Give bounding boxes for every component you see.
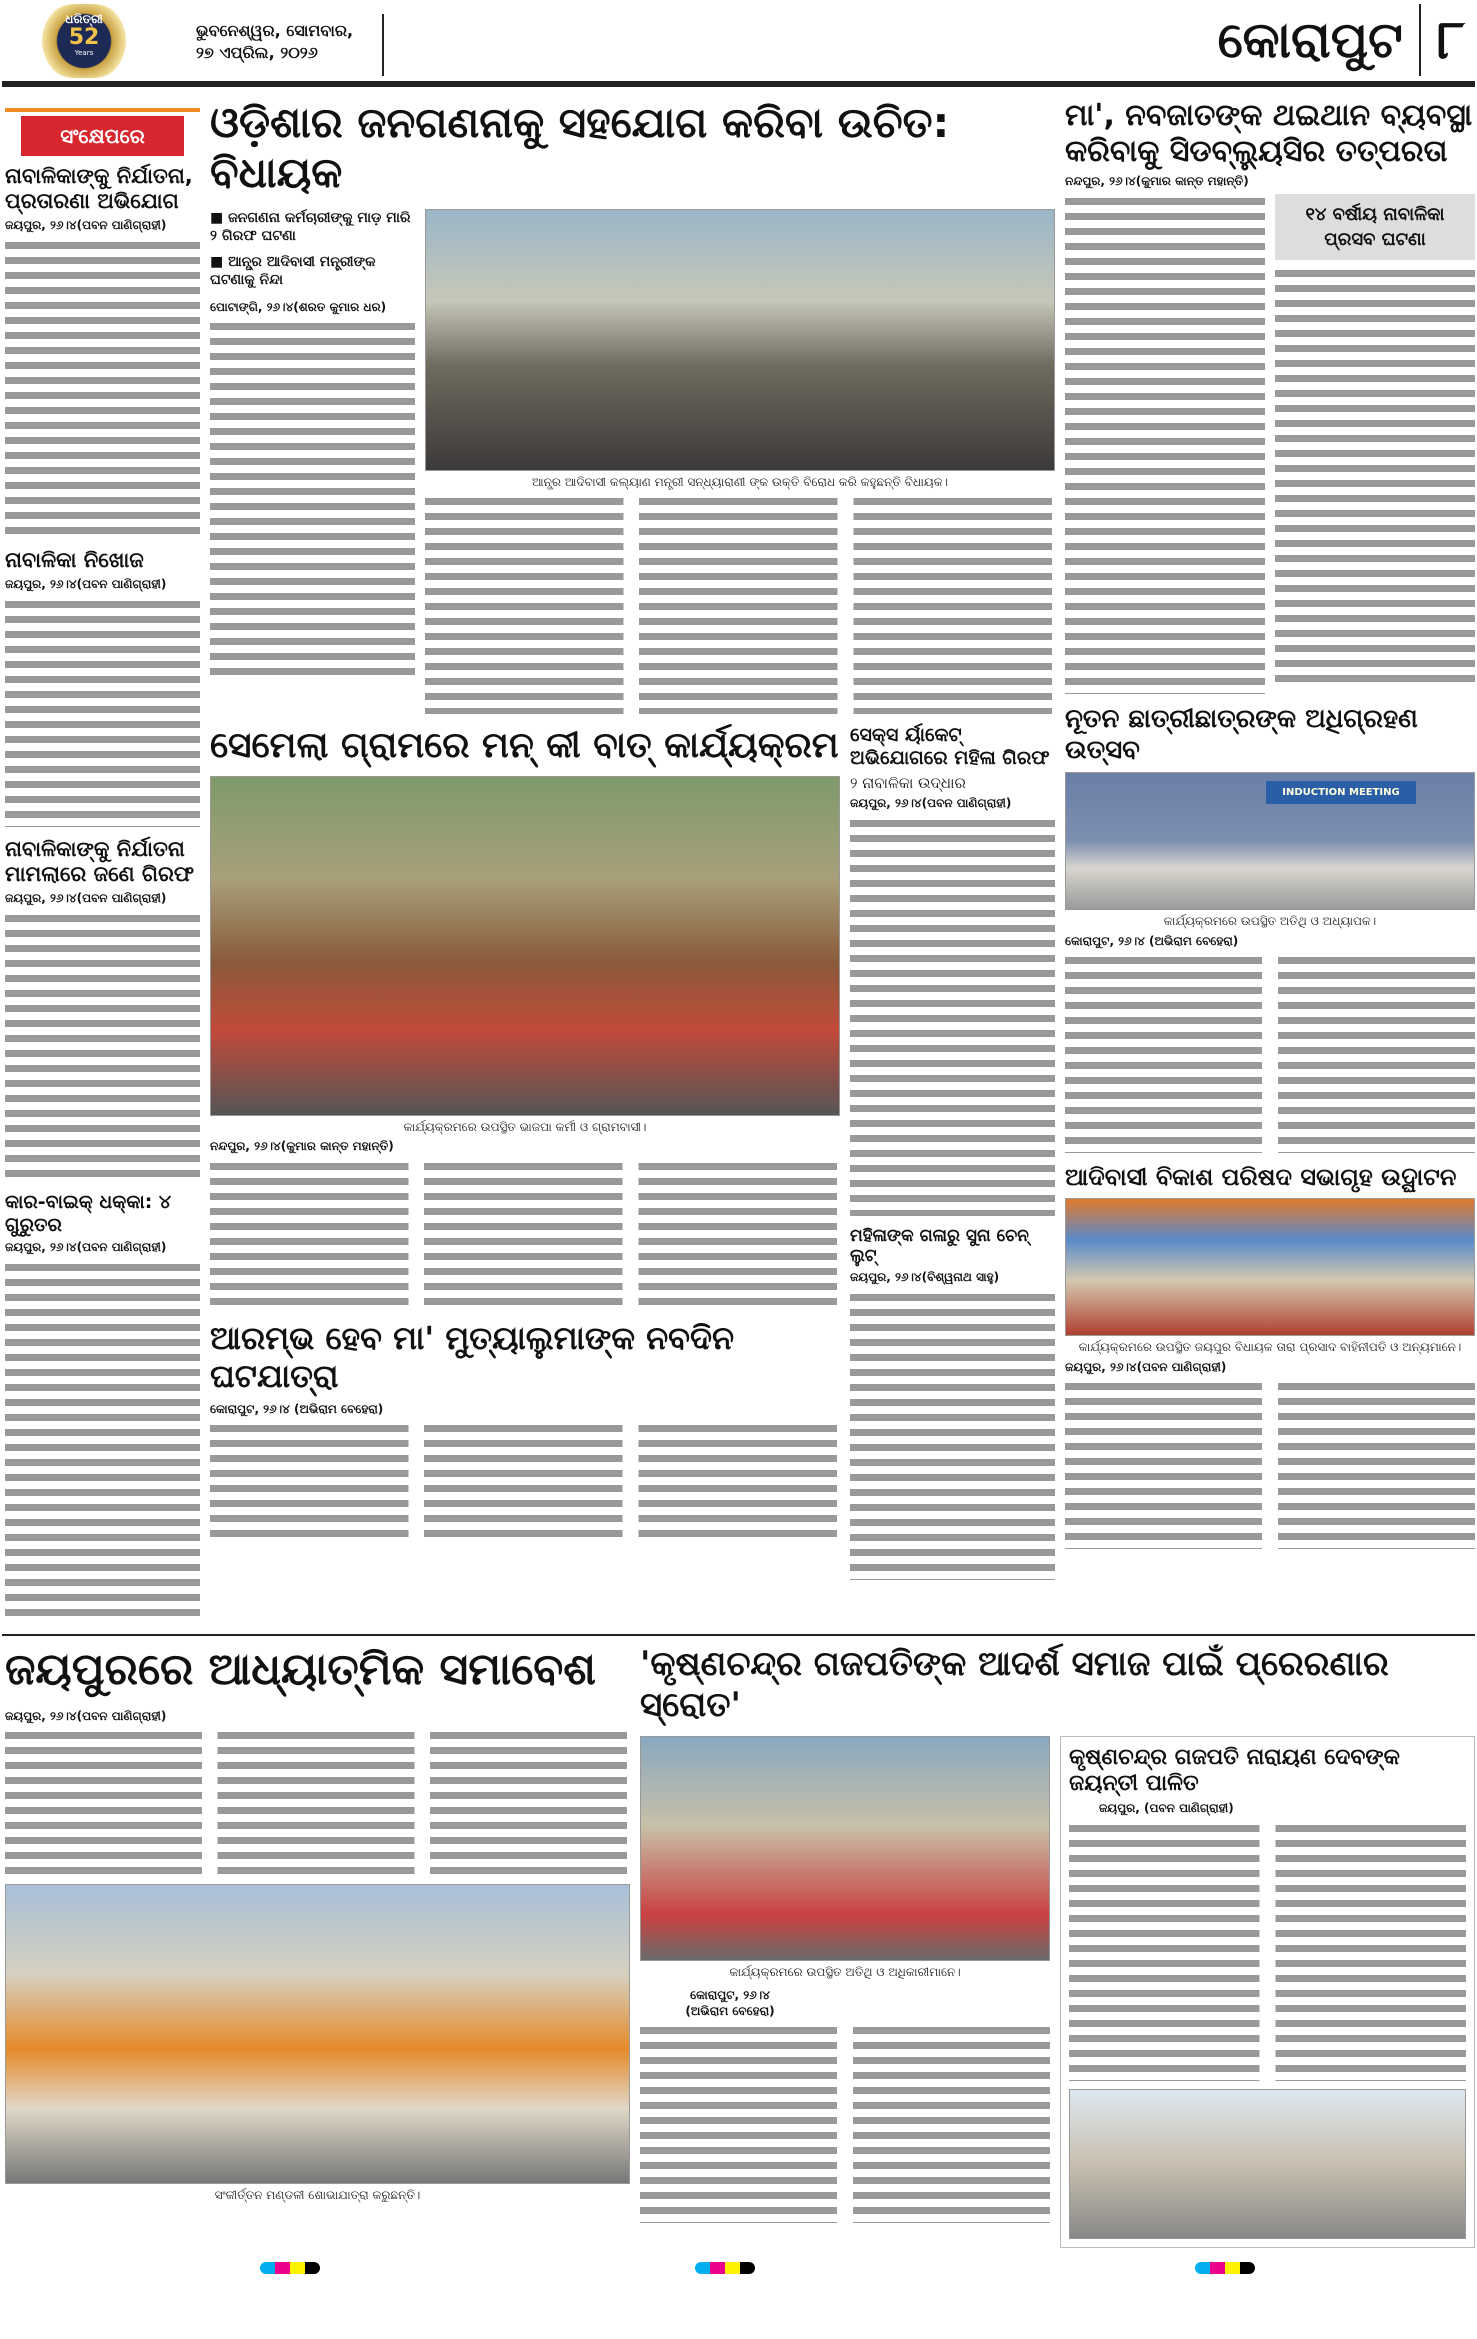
- top-section: [0, 90, 1477, 1630]
- sex-racket-headline: ସେକ୍ସ ର୍ୟାକେଟ୍ ଅଭିଯୋଗରେ ମହିଳା ଗିରଫ: [850, 724, 1050, 770]
- spiritual-photo: [5, 1884, 630, 2184]
- right-top-dateline: ନନ୍ଦପୁର, ୨୬।୪(କୁମାର କାନ୍ତ ମହାନ୍ତି): [1065, 174, 1249, 188]
- bottom-section: [0, 1644, 1477, 2248]
- gajapati-caption: କାର୍ଯ୍ୟକ୍ରମରେ ଉପସ୍ଥିତ ଅତିଥି ଓ ଅଧିକାରୀମାନେ।: [729, 1964, 961, 1979]
- ghatayatra-body: [210, 1421, 840, 1541]
- spiritual-headline: ଜୟପୁରରେ ଆଧ୍ୟାତ୍ମିକ ସମାବେଶ: [5, 1643, 596, 1695]
- spiritual-caption: ସଂକୀର୍ତ୍ତନ ମଣ୍ଡଳୀ ଶୋଭାଯାତ୍ରା କରୁଛନ୍ତି।: [214, 2188, 421, 2203]
- lead-row: [210, 209, 1055, 715]
- right-top-body: [1275, 266, 1475, 686]
- bullet: ■ ଜନଗଣନା କର୍ମଚାରୀଙ୍କୁ ମାଡ଼ ମାରି ୨ ଗିରଫ ଘଟଣା: [210, 209, 411, 244]
- brief-dateline: ଜୟପୁର, ୨୬।୪(ପବନ ପାଣିଗ୍ରାହୀ): [5, 218, 167, 233]
- lead-story: [210, 98, 1055, 714]
- briefs-column: [5, 98, 200, 1630]
- jayanti-box: [1060, 1736, 1475, 2248]
- brief: [5, 1191, 200, 1620]
- semela-body: [210, 1159, 840, 1309]
- jayanti-body: [1069, 1821, 1466, 2081]
- brief: [5, 164, 200, 538]
- adivasi-body: [1065, 1379, 1475, 1549]
- right-top-side: [1275, 194, 1475, 694]
- brief-headline: କାର-ବାଇକ୍ ଧକ୍କା: ୪ ଗୁରୁତର: [5, 1190, 172, 1236]
- jayanti-dateline: ଜୟପୁର, (ପବନ ପାଣିଗ୍ରାହୀ): [1099, 1801, 1234, 1816]
- bottom-right-row: [640, 1736, 1475, 2248]
- semela-caption: କାର୍ଯ୍ୟକ୍ରମରେ ଉପସ୍ଥିତ ଭାଜପା କର୍ମୀ ଓ ଗ୍ରାମବାସୀ।: [403, 1119, 647, 1134]
- right-column: [1065, 98, 1475, 1559]
- right-top-row: [1065, 194, 1475, 694]
- chain-story: [850, 1226, 1055, 1580]
- brief-body: [5, 238, 200, 538]
- right-top-body: [1065, 194, 1265, 694]
- brief-dateline: ଜୟପୁର, ୨୬।୪(ପବନ ପାଣିଗ୍ରାହୀ): [5, 1240, 167, 1255]
- middle-lower: [210, 724, 1055, 1590]
- middle-lower-left: [210, 724, 840, 1590]
- page-number: ୮: [1436, 7, 1465, 71]
- brief-headline: ନାବାଳିକାଙ୍କୁ ନିର୍ଯାତନା, ପ୍ରତାରଣା ଅଭିଯୋଗ: [5, 164, 193, 214]
- induction-banner: INDUCTION MEETING: [1266, 781, 1416, 804]
- lead-photo: [425, 209, 1055, 471]
- gajapati-story: [640, 1736, 1050, 2248]
- semela-story: [210, 724, 840, 1308]
- semela-headline: ସେମେଲା ଗ୍ରାମରେ ମନ୍ କୀ ବାତ୍ କାର୍ଯ୍ୟକ୍ରମ: [210, 725, 839, 767]
- briefs-bar: [5, 108, 200, 112]
- section-header: [1218, 4, 1465, 76]
- right-top-headline: ମା', ନବଜାତଙ୍କ ଥଇଥାନ ବ୍ୟବସ୍ଥା କରିବାକୁ ସିଡବ୍ଲ୍ୟୁସିର ତତ୍ପରତା: [1065, 98, 1473, 169]
- divider: [382, 14, 384, 76]
- brief-headline: ନାବାଳିକା ନିଖୋଜ: [5, 547, 144, 572]
- sex-racket-sub: ୨ ନାବାଳିକା ଉଦ୍ଧାର: [850, 773, 966, 792]
- adivasi-photo: [1065, 1198, 1475, 1336]
- middle-column: [210, 98, 1055, 1590]
- jayanti-photo: [1069, 2089, 1466, 2239]
- gajapati-photo: [640, 1736, 1050, 1961]
- adivasi-caption: କାର୍ଯ୍ୟକ୍ରମରେ ଉପସ୍ଥିତ ଜୟପୁର ବିଧାୟକ ତାରା ପ୍ରସାଦ ବାହିନୀପତି ଓ ଅନ୍ୟମାନେ।: [1078, 1339, 1462, 1354]
- brief-body: [5, 911, 200, 1181]
- chain-body: [850, 1290, 1055, 1580]
- lead-caption: ଆନ୍ଧ୍ର ଆଦିବାସୀ କଲ୍ୟାଣ ମନ୍ତ୍ରୀ ସନ୍ଧ୍ୟାରାଣୀ ଙ୍କ ଉକ୍ତି ବିରୋଧ କରି କହୁଛନ୍ତି ବିଧାୟକ।: [532, 474, 948, 489]
- induction-story: [1065, 704, 1475, 1154]
- brief-headline: ନାବାଳିକାଙ୍କୁ ନିର୍ଯାତନା ମାମଲାରେ ଜଣେ ଗିରଫ: [5, 836, 195, 886]
- lead-bullets: [210, 209, 415, 290]
- lead-body: [425, 494, 1055, 714]
- brief-body: [5, 1260, 200, 1620]
- sex-racket-story: [850, 724, 1055, 1215]
- adivasi-story: [1065, 1163, 1475, 1549]
- lead-dateline: ପୋଟାଙ୍ଗି, ୨୬।୪(ଶରତ କୁମାର ଧର): [210, 299, 387, 314]
- induction-body: [1065, 953, 1475, 1153]
- sex-racket-dateline: ଜୟପୁର, ୨୬।୪(ପବନ ପାଣିଗ୍ରାହୀ): [850, 795, 1012, 810]
- print-marks: [0, 2258, 1477, 2282]
- brief: [5, 548, 200, 827]
- section-divider: [2, 1634, 1475, 1636]
- semela-photo: [210, 776, 840, 1116]
- induction-caption: କାର୍ଯ୍ୟକ୍ରମରେ ଉପସ୍ଥିତ ଅତିଥି ଓ ଅଧ୍ୟାପକ।: [1163, 913, 1377, 928]
- masthead: [2, 0, 1475, 90]
- adivasi-headline: ଆଦିବାସୀ ବିକାଶ ପରିଷଦ ସଭାଗୃହ ଉଦ୍ଘାଟନ: [1065, 1163, 1457, 1192]
- right-top-box: ୧୪ ବର୍ଷୀୟ ନାବାଳିକା ପ୍ରସବ ଘଟଣା: [1275, 194, 1475, 260]
- divider: [1419, 4, 1421, 76]
- adivasi-dateline: ଜୟପୁର, ୨୬।୪(ପବନ ପାଣିଗ୍ରାହୀ): [1065, 1359, 1227, 1374]
- lead-body: [210, 319, 415, 679]
- bullet: ■ ଆନ୍ଧ୍ର ଆଦିବାସୀ ମନ୍ତ୍ରୀଙ୍କ ଘଟଣାକୁ ନିନ୍ଦା: [210, 254, 376, 289]
- induction-dateline: କୋରାପୁଟ, ୨୬।୪ (ଅଭିରାମ ବେହେରା): [1065, 933, 1239, 948]
- semela-dateline: ନନ୍ଦପୁର, ୨୬।୪(କୁମାର କାନ୍ତ ମହାନ୍ତି): [210, 1139, 394, 1154]
- right-top-story: [1065, 98, 1475, 694]
- spiritual-dateline: ଜୟପୁର, ୨୬।୪(ପବନ ପାଣିଗ୍ରାହୀ): [5, 1708, 167, 1723]
- lead-main: [425, 209, 1055, 715]
- masthead-rule: [2, 81, 1475, 87]
- brief-dateline: ଜୟପୁର, ୨୬।୪(ପବନ ପାଣିଗ୍ରାହୀ): [5, 891, 167, 906]
- ghatayatra-story: [210, 1319, 840, 1541]
- chain-headline: ମହିଳାଙ୍କ ଗଳାରୁ ସୁନା ଚେନ୍ ଲୁଟ୍: [850, 1225, 1029, 1266]
- lead-side: [210, 209, 415, 715]
- bottom-right: [640, 1644, 1475, 2248]
- chain-dateline: ଜୟପୁର, ୨୬।୪(ବିଶ୍ୱନାଥ ସାହୁ): [850, 1270, 1000, 1285]
- ghatayatra-dateline: କୋରାପୁଟ, ୨୬।୪ (ଅଭିରାମ ବେହେରା): [210, 1401, 384, 1416]
- logo: ଧରିତ୍ରୀ 52 Years: [38, 4, 130, 78]
- gajapati-headline: 'କୃଷ୍ଣଚନ୍ଦ୍ର ଗଜପତିଙ୍କ ଆଦର୍ଶ ସମାଜ ପାଇଁ ପ୍ରେରଣାର ସ୍ରୋତ': [640, 1643, 1389, 1725]
- gajapati-body: [640, 2023, 1050, 2223]
- ghatayatra-headline: ଆରମ୍ଭ ହେବ ମା' ମୁତ୍ୟାଲୁମାଙ୍କ ନବଦିନ ଘଟଯାତ୍ରା: [210, 1318, 735, 1396]
- briefs-label: ସଂକ୍ଷେପରେ: [21, 116, 184, 156]
- spiritual-story: [5, 1644, 630, 2208]
- brief-body: [5, 597, 200, 827]
- gajapati-dateline: କୋରାପୁଟ, ୨୬।୪ (ଅଭିରାମ ବେହେରା): [685, 1988, 775, 2018]
- section-title: କୋରାପୁଟ: [1217, 11, 1403, 69]
- induction-photo: [1065, 772, 1475, 910]
- induction-headline: ନୂତନ ଛାତ୍ରୀଛାତ୍ରଙ୍କ ଅଧିଗ୍ରହଣ ଉତ୍ସବ: [1065, 703, 1418, 765]
- middle-lower-right: [850, 724, 1055, 1590]
- lead-headline: ଓଡ଼ିଶାର ଜନଗଣନାକୁ ସହଯୋଗ କରିବା ଉଚିତ: ବିଧାୟକ: [210, 98, 950, 198]
- brief: [5, 837, 200, 1181]
- jayanti-headline: କୃଷ୍ଣଚନ୍ଦ୍ର ଗଜପତି ନାରାୟଣ ଦେବଙ୍କ ଜୟନ୍ତୀ ପାଳିତ: [1069, 1744, 1400, 1796]
- spiritual-body: [5, 1728, 630, 1878]
- dateline: ଭୁବନେଶ୍ୱର, ସୋମବାର, ୨୭ ଏପ୍ରିଲ, ୨୦୨୬: [196, 21, 354, 62]
- sex-racket-body: [850, 816, 1055, 1216]
- brief-dateline: ଜୟପୁର, ୨୬।୪(ପବନ ପାଣିଗ୍ରାହୀ): [5, 577, 167, 592]
